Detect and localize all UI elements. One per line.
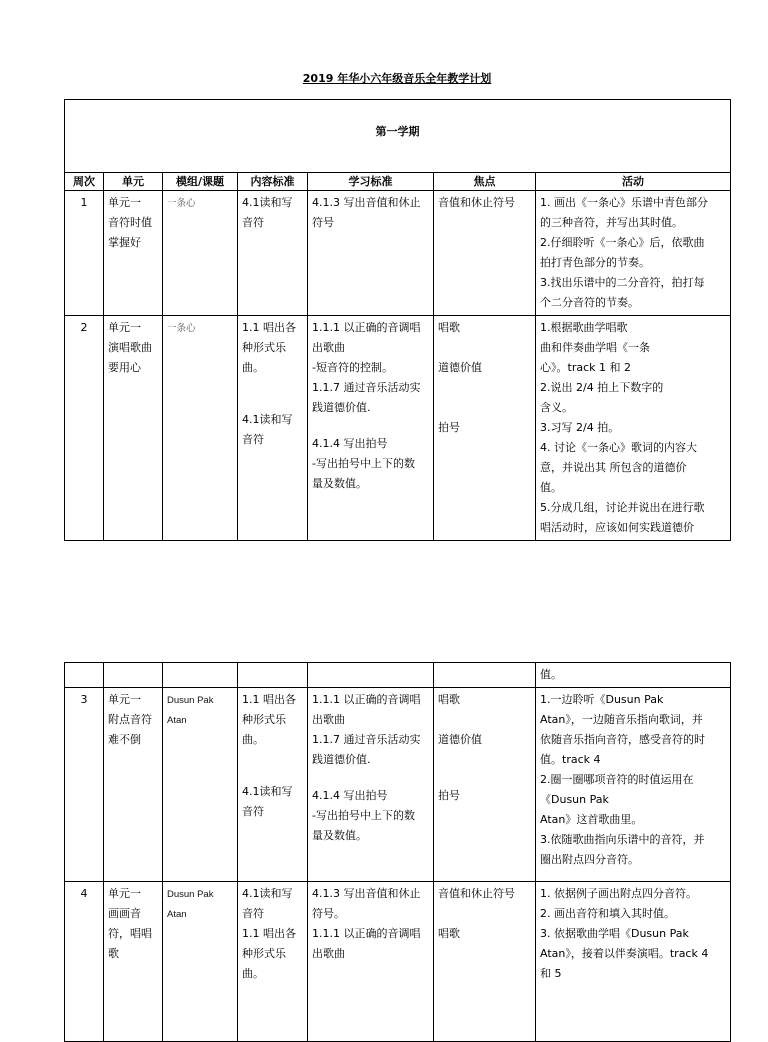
focus-c: 拍号 — [438, 789, 460, 802]
week-cell: 1 — [65, 191, 104, 316]
term-label: 第一学期 — [65, 100, 731, 173]
activity-cell: 1.一边聆听《Dusun Pak Atan》，一边随音乐指向歌词，并 依随音乐指向音符，感受音符的时 值。track 4 2.圈一圈哪项音符的时值运用在 《Dusun Pak Atan》这首歌曲里。 3.依随歌曲指向乐谱中的音符，并 圈出附点四分音符。 — [536, 688, 731, 882]
term-row — [65, 100, 731, 173]
focus-cell — [434, 882, 536, 1042]
activity-cell: 1. 画出《一条心》乐谱中青色部分 的三种音符，并写出其时值。 2.仔细聆听《一条心》后，依歌曲 拍打青色部分的节奏。 3.找出乐谱中的二分音符，拍打每 个二分音符的节奏。 — [536, 191, 731, 316]
learning-standard-a: 1.1.1 以正确的音调唱 出歌曲 1.1.7 通过音乐活动实 践道德价值. — [312, 693, 421, 766]
header-unit: 单元 — [104, 173, 163, 191]
focus-c: 拍号 — [438, 421, 460, 434]
content-standard-cell — [238, 688, 308, 882]
focus-b: 唱歌 — [438, 927, 460, 940]
module-label: Dusun Pak Atan — [167, 695, 214, 726]
learning-standard-b: 4.1.4 写出拍号 -写出拍号中上下的数 量及数值。 — [312, 437, 415, 490]
header-module: 模组/课题 — [163, 173, 238, 191]
content-standard-a: 1.1 唱出各 种形式乐 曲。 — [242, 693, 296, 746]
content-standard-a: 1.1 唱出各 种形式乐 曲。 — [242, 321, 296, 374]
module-label: 一条心 — [167, 323, 196, 334]
focus-a: 唱歌 — [438, 693, 460, 706]
unit-cell: 单元一 音符时值 掌握好 — [104, 191, 163, 316]
focus-b: 道德价值 — [438, 733, 482, 746]
content-standard-b: 4.1读和写 音符 — [242, 785, 293, 818]
learning-standard-cell: 4.1.3 写出音值和休止 符号 — [308, 191, 434, 316]
content-standard-b: 4.1读和写 音符 — [242, 413, 293, 446]
plan-table-page2 — [64, 662, 731, 1042]
header-activity: 活动 — [536, 173, 731, 191]
learning-standard-cell — [308, 688, 434, 882]
module-cell — [163, 882, 238, 1042]
focus-cell — [434, 688, 536, 882]
learning-standard-b: 4.1.4 写出拍号 -写出拍号中上下的数 量及数值。 — [312, 789, 415, 842]
activity-cell: 1. 依据例子画出附点四分音符。 2. 画出音符和填入其时值。 3. 依据歌曲学唱《Dusun Pak Atan》，接着以伴奏演唱。track 4 和 5 — [536, 882, 731, 1042]
unit-cell: 单元一 画画音 符，唱唱 歌 — [104, 882, 163, 1042]
table-row — [65, 191, 731, 316]
focus-cell: 音值和休止符号 — [434, 191, 536, 316]
unit-cell: 单元一 附点音符 难不倒 — [104, 688, 163, 882]
activity-cell: 1.根据歌曲学唱歌 曲和伴奏曲学唱《一条 心》。track 1 和 2 2.说出 2/4 拍上下数字的 含义。 3.习写 2/4 拍。 4. 讨论《一条心》歌词的内容大 意，并说出其 所包含的道德价 值。 5.分成几组，讨论并说出在进行歌 唱活动时，应该如何实践道德价 — [536, 316, 731, 541]
header-focus: 焦点 — [434, 173, 536, 191]
table-row — [65, 882, 731, 1042]
header-content-standard: 内容标准 — [238, 173, 308, 191]
learning-standard-cell — [308, 316, 434, 541]
content-standard-cell — [238, 316, 308, 541]
week-cell: 2 — [65, 316, 104, 541]
header-row — [65, 173, 731, 191]
header-learning-standard: 学习标准 — [308, 173, 434, 191]
header-week: 周次 — [65, 173, 104, 191]
week-cell: 4 — [65, 882, 104, 1042]
unit-cell: 单元一 演唱歌曲 要用心 — [104, 316, 163, 541]
document-title: 2019 年华小六年级音乐全年教学计划 — [302, 72, 492, 85]
continuation-row — [65, 663, 731, 688]
activity-continuation: 值。 — [536, 663, 731, 688]
module-cell — [163, 191, 238, 316]
focus-a: 音值和休止符号 — [438, 887, 515, 900]
focus-cell — [434, 316, 536, 541]
module-label: Dusun Pak Atan — [167, 889, 214, 920]
module-cell — [163, 688, 238, 882]
week-cell: 3 — [65, 688, 104, 882]
module-label: 一条心 — [167, 198, 196, 209]
content-standard-cell: 4.1读和写 音符 — [238, 191, 308, 316]
plan-table-page1 — [64, 99, 731, 541]
module-cell — [163, 316, 238, 541]
focus-a: 唱歌 — [438, 321, 460, 334]
focus-b: 道德价值 — [438, 361, 482, 374]
learning-standard-cell: 4.1.3 写出音值和休止 符号。 1.1.1 以正确的音调唱 出歌曲 — [308, 882, 434, 1042]
table-row — [65, 316, 731, 541]
table-row — [65, 688, 731, 882]
content-standard-cell: 4.1读和写 音符 1.1 唱出各 种形式乐 曲。 — [238, 882, 308, 1042]
learning-standard-a: 1.1.1 以正确的音调唱 出歌曲 -短音符的控制。 1.1.7 通过音乐活动实 践道德价值. — [312, 321, 421, 414]
